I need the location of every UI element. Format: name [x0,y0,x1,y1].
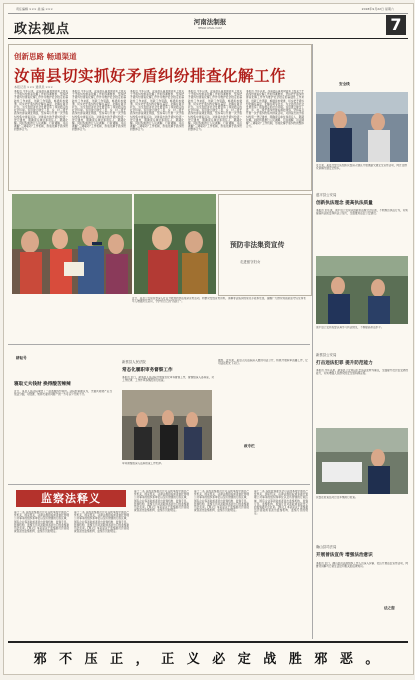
elderly-women-image [134,194,216,294]
queshan-dept: 确山县司法局 [316,545,337,549]
court-title: 常态化履职审务督察工作 [122,368,173,373]
feature-col-4: 第十二条 各级监察委员会可以向本级中国共产党机关、国家机关、法律法规授权或者委托管理公共事务的组织和单位以及所管辖的行政区域、国有企业等派驻或者派出监察机构、监察专员。监察机构、监察专员对派驻或者派出它的监察委员会负责。【释义】本条是关于监察委员会派驻或者派出监察机构、监察专员的规定。 [194,490,249,513]
lead-body-col-3: 本报讯 今年以来，汝南县认真贯彻落实上级关于矛盾纠纷排查化解工作的部署要求，坚持把矛盾纠纷排查化解工作作为维护社会稳定的基础性工作来抓，创新工作思路，畅通诉求渠道，切实把矛盾纠纷化解在基层、化解在萌芽状态，为全县经济社会发展营造了和谐稳定的社会环境。该县建立健全了县、乡、村三级矛盾纠纷排查调处网络，坚持每月开展一次矛盾纠纷集中排查活动，对排查出的矛盾纠纷逐一登记建档，明确责任单位和责任人，限期化解。同时积极推行人民调解、行政调解、司法调解“三调联动”工作机制，形成化解矛盾纠纷的整体合力。 [130,90,184,132]
page-footer [8,641,408,670]
checkpoint-image [316,428,408,494]
court-image [122,390,212,460]
law-window-badge: 法之窗 [384,606,395,610]
suiping-dept: 遂平县公安局 [316,193,337,197]
xincai-dept: 新蔡县公安局 [316,353,337,357]
photo-story-subtitle: 走进留守妇女 [240,260,261,264]
safety-badge: 安全线 [339,82,350,86]
court-dept: 新蔡县人民法院 [122,360,146,364]
traffic-police-photo [316,92,408,162]
crowd-photo-image [12,194,132,294]
traffic-caption: 连日来，某县交警大队组织民警深入辖区开展道路交通安全宣传活动，向过往群众讲解交通安全知识。 [316,164,407,171]
suiping-photo [316,256,408,324]
court-photo [122,390,212,460]
page-number: 7 [386,15,406,35]
footer-slogan: 邪 不 压 正 ， 正 义 必 定 战 胜 邪 恶 。 [33,652,383,667]
middle-top-divider [8,344,310,345]
feature-col-1: 第十二条 各级监察委员会可以向本级中国共产党机关、国家机关、法律法规授权或者委托管理公共事务的组织和单位以及所管辖的行政区域、国有企业等派驻或者派出监察机构、监察专员。监察机构、监察专员对派驻或者派出它的监察委员会负责。【释义】本条是关于监察委员会派驻或者派出监察机构、监察专员的规定。 [14,511,69,534]
propaganda-photo [12,194,132,294]
xincai-body: 本报讯 今年以来，新蔡县公安局以打击违法犯罪为重点，全面提升社会治安防控能力，切实增强人民群众的安全感和满意度。 [316,369,408,376]
page-header [8,14,408,39]
masthead-subtitle: HENAN LEGAL DAILY [197,27,223,30]
suiping-caption: 遂平县公安局民警认真学习执法规范，不断提高执法水平。 [316,326,384,329]
traffic-police-image [316,92,408,162]
column-badge-right: 政专栏 [244,444,255,448]
feature-col-5: 第十二条 各级监察委员会可以向本级中国共产党机关、国家机关、法律法规授权或者委托管理公共事务的组织和单位以及所管辖的行政区域、国有企业等派驻或者派出监察机构、监察专员。监察机构、监察专员对派驻或者派出它的监察委员会负责。【释义】本条是关于监察委员会派驻或者派出监察机构、监察专员的规定。 [254,490,308,516]
xincai-title: 打击违法犯罪 提升防范能力 [316,361,373,366]
checkpoint-photo [316,428,408,494]
column-badge-left: 耕耘号 [16,356,27,360]
feature-banner: 监察法释义 [16,490,126,507]
suiping-title: 创新执法理念 提高执法质量 [316,201,373,206]
section-title: 政法视点 [14,22,71,37]
queshan-body: 本报讯 近日，确山县司法局组织工作人员深入乡镇、社区开展法治宣传活动，向群众讲解与日常生活密切相关的法律知识。 [316,562,408,569]
divorce-case-title: 寝取丈夫钱财 换得酸苦辣辣 [14,382,71,387]
checkpoint-caption: 民警在检查站对过往车辆进行检查。 [316,496,358,499]
masthead: 河南法制报 [193,18,227,26]
livestream-body: 据悉，近年来，某县人民法院深入推进司法公开，积极开展庭审直播工作，让司法在阳光下运行。 [218,359,308,366]
feature-col-2: 第十二条 各级监察委员会可以向本级中国共产党机关、国家机关、法律法规授权或者委托管理公共事务的组织和单位以及所管辖的行政区域、国有企业等派驻或者派出监察机构、监察专员。监察机构、监察专员对派驻或者派出它的监察委员会负责。【释义】本条是关于监察委员会派驻或者派出监察机构、监察专员的规定。 [74,511,129,534]
top-info-bar [8,6,408,14]
lead-body-col-1: 本报讯 今年以来，汝南县认真贯彻落实上级关于矛盾纠纷排查化解工作的部署要求，坚持把矛盾纠纷排查化解工作作为维护社会稳定的基础性工作来抓，创新工作思路，畅通诉求渠道，切实把矛盾纠纷化解在基层、化解在萌芽状态，为全县经济社会发展营造了和谐稳定的社会环境。该县建立健全了县、乡、村三级矛盾纠纷排查调处网络，坚持每月开展一次矛盾纠纷集中排查活动，对排查出的矛盾纠纷逐一登记建档，明确责任单位和责任人，限期化解。同时积极推行人民调解、行政调解、司法调解“三调联动”工作机制，形成化解矛盾纠纷的整体合力。 [14,90,68,132]
lead-byline: 本报记者 ××× 通讯员 ××× [14,85,53,89]
suiping-body: 本报讯 近年来，遂平县公安局以创新执法理念为引领，不断规范执法行为，切实提高执法质量和执法公信力，全面推进法治公安建设。 [316,209,408,216]
lead-body-col-5: 本报讯 今年以来，汝南县认真贯彻落实上级关于矛盾纠纷排查化解工作的部署要求，坚持把矛盾纠纷排查化解工作作为维护社会稳定的基础性工作来抓，创新工作思路，畅通诉求渠道，切实把矛盾纠纷化解在基层、化解在萌芽状态，为全县经济社会发展营造了和谐稳定的社会环境。该县建立健全了县、乡、村三级矛盾纠纷排查调处网络，坚持每月开展一次矛盾纠纷集中排查活动，对排查出的矛盾纠纷逐一登记建档，明确责任单位和责任人，限期化解。同时积极推行人民调解、行政调解、司法调解“三调联动”工作机制，形成化解矛盾纠纷的整体合力。 [246,90,304,129]
divorce-case-body: 近日，某县人民法院审结了一起离婚纠纷案件。法院经审理认为，夫妻共同财产应当依法分割，对隐匿、转移夫妻共同财产的一方可以少分或不分。 [14,390,112,397]
lead-headline: 汝南县切实抓好矛盾纠纷排查化解工作 [14,66,287,85]
lead-body-col-2: 本报讯 今年以来，汝南县认真贯彻落实上级关于矛盾纠纷排查化解工作的部署要求，坚持把矛盾纠纷排查化解工作作为维护社会稳定的基础性工作来抓，创新工作思路，畅通诉求渠道，切实把矛盾纠纷化解在基层、化解在萌芽状态，为全县经济社会发展营造了和谐稳定的社会环境。该县建立健全了县、乡、村三级矛盾纠纷排查调处网络，坚持每月开展一次矛盾纠纷集中排查活动，对排查出的矛盾纠纷逐一登记建档，明确责任单位和责任人，限期化解。同时积极推行人民调解、行政调解、司法调解“三调联动”工作机制，形成化解矛盾纠纷的整体合力。 [72,90,126,132]
photo-caption: 近日，某县公安局民警深入社区开展预防非法集资宣传活动，向群众发放宣传资料，讲解非法集资的常见手段和危害，提醒广大群众特别是留守妇女和老年人增强防范意识，守护好自己的“钱袋子”。 [132,297,306,304]
newspaper-page [3,3,414,675]
issue-date: 2018年9月22日 星期六 [361,7,394,11]
elderly-photo [134,194,216,294]
queshan-title: 开展普法宣传 增强法治意识 [316,553,373,558]
right-column-divider [312,44,313,639]
court-body: 本报讯 近日，新蔡县人民法院开展常态化审务督察工作，督察组深入各庭室，对工作纪律、工作作风等情况进行检查。 [122,376,214,383]
feature-divider [8,484,310,485]
lead-kicker: 创新思路 畅通渠道 [14,52,77,61]
feature-col-3: 第十二条 各级监察委员会可以向本级中国共产党机关、国家机关、法律法规授权或者委托管理公共事务的组织和单位以及所管辖的行政区域、国有企业等派驻或者派出监察机构、监察专员。监察机构、监察专员对派驻或者派出它的监察委员会负责。【释义】本条是关于监察委员会派驻或者派出监察机构、监察专员的规定。 [134,490,189,513]
lead-body-col-4: 本报讯 今年以来，汝南县认真贯彻落实上级关于矛盾纠纷排查化解工作的部署要求，坚持把矛盾纠纷排查化解工作作为维护社会稳定的基础性工作来抓，创新工作思路，畅通诉求渠道，切实把矛盾纠纷化解在基层、化解在萌芽状态，为全县经济社会发展营造了和谐稳定的社会环境。该县建立健全了县、乡、村三级矛盾纠纷排查调处网络，坚持每月开展一次矛盾纠纷集中排查活动，对排查出的矛盾纠纷逐一登记建档，明确责任单位和责任人，限期化解。同时积极推行人民调解、行政调解、司法调解“三调联动”工作机制，形成化解矛盾纠纷的整体合力。 [188,90,242,132]
photo-story-title: 预防非法集资宣传 [230,241,285,249]
court-caption: 审务督察组深入法庭检查工作纪律。 [122,462,164,465]
suiping-image [316,256,408,324]
editor-line: 责任编辑 ××× 美 编 ××× [16,7,53,11]
